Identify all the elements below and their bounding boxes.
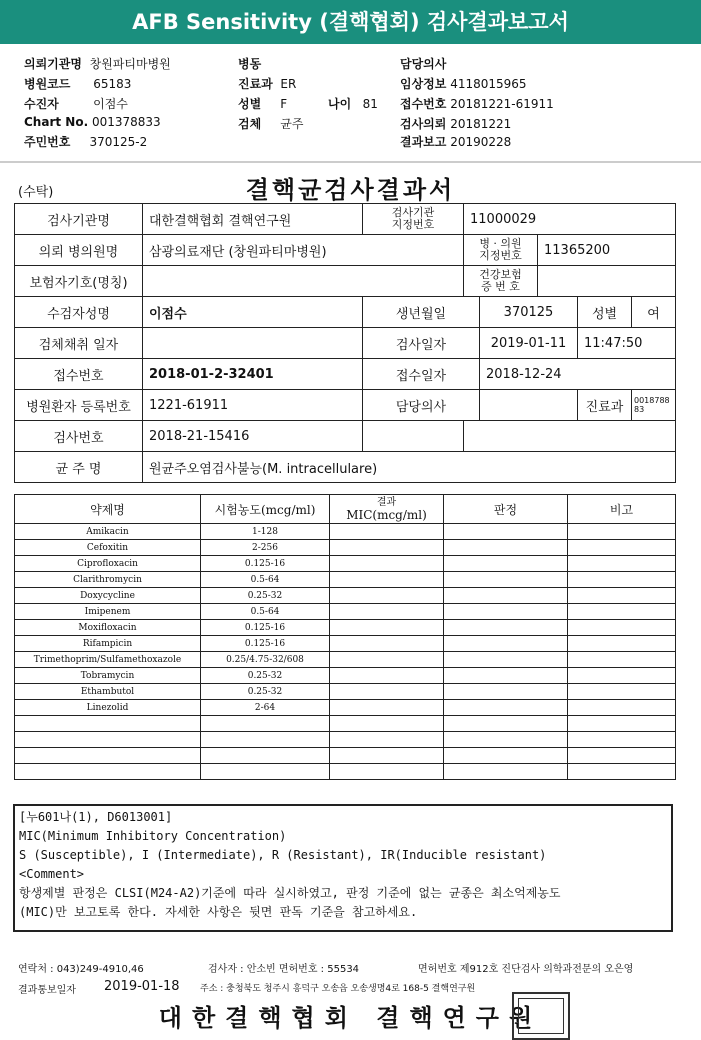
comment-line: 항생제별 판정은 CLSI(M24-A2)기준에 따라 실시하였고, 판정 기준에 없는 균종은 최소억제농도 bbox=[19, 886, 561, 900]
header-divider bbox=[0, 161, 701, 163]
table-cell: 검체채취 일자 bbox=[15, 328, 143, 359]
drug-concentration-cell bbox=[201, 764, 330, 780]
drug-interpretation-cell bbox=[444, 556, 568, 572]
drug-remarks-cell bbox=[568, 524, 676, 540]
table-cell: 수검자성명 bbox=[15, 297, 143, 328]
report-banner: AFB Sensitivity (결핵협회) 검사결과보고서 bbox=[0, 0, 701, 44]
drug-concentration-cell: 0.25-32 bbox=[201, 588, 330, 604]
table-row bbox=[15, 235, 676, 266]
drug-mic-cell bbox=[330, 604, 444, 620]
drug-remarks-cell bbox=[568, 700, 676, 716]
table-cell: 2018-01-2-32401 bbox=[143, 359, 363, 390]
table-row bbox=[15, 204, 676, 235]
header-cell-remarks: 비고 bbox=[568, 495, 676, 524]
drug-name-cell: Cefoxitin bbox=[15, 540, 201, 556]
drug-name-cell: Moxifloxacin bbox=[15, 620, 201, 636]
table-cell: 병원환자 등록번호 bbox=[15, 390, 143, 421]
license-text: 면허번호 제912호 진단검사 의학과전문의 오은영 bbox=[418, 964, 634, 975]
table-cell: 2018-21-15416 bbox=[143, 421, 363, 452]
drug-concentration-cell: 1-128 bbox=[201, 524, 330, 540]
comment-line: <Comment> bbox=[19, 867, 85, 881]
drug-remarks-cell bbox=[568, 620, 676, 636]
drug-mic-cell bbox=[330, 588, 444, 604]
drug-remarks-cell bbox=[568, 652, 676, 668]
drug-concentration-cell: 0.5-64 bbox=[201, 572, 330, 588]
drug-concentration-cell: 0.125-16 bbox=[201, 636, 330, 652]
table-cell: 검사기관명 bbox=[15, 204, 143, 235]
hospital-code-field: 병원코드 65183 bbox=[24, 77, 132, 91]
drug-mic-cell bbox=[330, 668, 444, 684]
drug-name-cell bbox=[15, 716, 201, 732]
header-cell-drug: 약제명 bbox=[15, 495, 201, 524]
table-cell: 2019-01-11 bbox=[480, 328, 578, 359]
specimen-field: 검체 균주 bbox=[238, 117, 304, 131]
comment-line: [누601나(1), D6013001] bbox=[19, 810, 173, 824]
table-row bbox=[15, 390, 676, 421]
table-row bbox=[15, 266, 676, 297]
drug-mic-cell bbox=[330, 556, 444, 572]
drug-interpretation-cell bbox=[444, 764, 568, 780]
drug-mic-cell bbox=[330, 524, 444, 540]
age-field: 나이 81 bbox=[328, 97, 378, 111]
hospital-name-field: 의뢰기관명 창원파티마병원 bbox=[24, 57, 171, 71]
drug-remarks-cell bbox=[568, 764, 676, 780]
drug-interpretation-cell bbox=[444, 524, 568, 540]
comment-box bbox=[13, 804, 673, 932]
table-row bbox=[15, 452, 676, 483]
drug-mic-cell bbox=[330, 700, 444, 716]
drug-remarks-cell bbox=[568, 588, 676, 604]
table-cell: 균 주 명 bbox=[15, 452, 143, 483]
report-info-table bbox=[14, 203, 676, 483]
drug-mic-cell bbox=[330, 572, 444, 588]
drug-remarks-cell bbox=[568, 636, 676, 652]
drug-remarks-cell bbox=[568, 748, 676, 764]
drug-concentration-cell: 2-256 bbox=[201, 540, 330, 556]
consignment-tag: (수탁) bbox=[18, 185, 54, 200]
drug-concentration-cell bbox=[201, 748, 330, 764]
drug-row bbox=[15, 764, 676, 780]
table-cell: 건강보험 증 번 호 bbox=[464, 266, 538, 297]
drug-mic-cell bbox=[330, 540, 444, 556]
drug-name-cell bbox=[15, 764, 201, 780]
header-cell-mic: 결과 MIC(mcg/ml) bbox=[330, 495, 444, 524]
drug-remarks-cell bbox=[568, 716, 676, 732]
drug-mic-cell bbox=[330, 732, 444, 748]
table-cell: 검사일자 bbox=[363, 328, 480, 359]
drug-name-cell: Amikacin bbox=[15, 524, 201, 540]
institution-signature: 대한결핵협회 결핵연구원 bbox=[158, 1003, 543, 1032]
table-cell: 담당의사 bbox=[363, 390, 480, 421]
table-cell: 병 · 의원 지정번호 bbox=[464, 235, 538, 266]
comment-line: S (Susceptible), I (Intermediate), R (Resistant), IR(Inducible resistant) bbox=[19, 848, 547, 862]
table-cell: 삼광의료재단 (창원파티마병원) bbox=[143, 235, 464, 266]
drug-interpretation-cell bbox=[444, 748, 568, 764]
drug-remarks-cell bbox=[568, 604, 676, 620]
drug-interpretation-cell bbox=[444, 668, 568, 684]
drug-concentration-cell: 0.125-16 bbox=[201, 620, 330, 636]
drug-concentration-cell: 0.25-32 bbox=[201, 668, 330, 684]
drug-remarks-cell bbox=[568, 684, 676, 700]
sex-field: 성별 F bbox=[238, 97, 288, 111]
report-date-field: 결과보고 20190228 bbox=[400, 135, 512, 149]
drug-name-cell: Linezolid bbox=[15, 700, 201, 716]
table-cell bbox=[143, 266, 464, 297]
drug-rows bbox=[15, 524, 676, 780]
drug-interpretation-cell bbox=[444, 588, 568, 604]
drug-row bbox=[15, 524, 676, 540]
drug-mic-cell bbox=[330, 716, 444, 732]
address-text: 주소 : 충청북도 청주시 흥덕구 오송읍 오송생명4로 168-5 결핵연구원 bbox=[200, 984, 476, 994]
drug-concentration-cell: 0.25-32 bbox=[201, 684, 330, 700]
drug-remarks-cell bbox=[568, 572, 676, 588]
drug-remarks-cell bbox=[568, 540, 676, 556]
drug-interpretation-cell bbox=[444, 652, 568, 668]
drug-name-cell: Clarithromycin bbox=[15, 572, 201, 588]
drug-row bbox=[15, 588, 676, 604]
request-date-field: 검사의뢰 20181221 bbox=[400, 117, 512, 131]
drug-interpretation-cell bbox=[444, 636, 568, 652]
receipt-no-field: 접수번호 20181221-61911 bbox=[400, 97, 554, 111]
drug-row bbox=[15, 620, 676, 636]
drug-row bbox=[15, 556, 676, 572]
drug-interpretation-cell bbox=[444, 572, 568, 588]
table-cell bbox=[363, 421, 464, 452]
comment-line: (MIC)만 보고토록 한다. 자세한 사항은 뒷면 판독 기준을 참고하세요. bbox=[19, 905, 418, 919]
table-cell bbox=[143, 328, 363, 359]
drug-interpretation-cell bbox=[444, 540, 568, 556]
drug-sensitivity-table bbox=[14, 494, 676, 780]
resident-no-field: 주민번호 370125-2 bbox=[24, 135, 148, 149]
table-cell bbox=[480, 390, 578, 421]
drug-interpretation-cell bbox=[444, 700, 568, 716]
drug-interpretation-cell bbox=[444, 716, 568, 732]
drug-name-cell: Tobramycin bbox=[15, 668, 201, 684]
drug-row bbox=[15, 604, 676, 620]
table-cell: 생년월일 bbox=[363, 297, 480, 328]
notify-date: 2019-01-18 bbox=[104, 979, 180, 994]
table-cell: 11:47:50 bbox=[578, 328, 676, 359]
drug-concentration-cell bbox=[201, 732, 330, 748]
drug-name-cell: Doxycycline bbox=[15, 588, 201, 604]
table-row bbox=[15, 421, 676, 452]
report-title: 결핵균검사결과서 bbox=[245, 175, 456, 204]
table-cell: 11365200 bbox=[538, 235, 676, 266]
table-cell: 의뢰 병의원명 bbox=[15, 235, 143, 266]
drug-concentration-cell: 0.125-16 bbox=[201, 556, 330, 572]
drug-mic-cell bbox=[330, 684, 444, 700]
table-row bbox=[15, 297, 676, 328]
table-cell: 접수번호 bbox=[15, 359, 143, 390]
drug-remarks-cell bbox=[568, 556, 676, 572]
table-row bbox=[15, 359, 676, 390]
contact-text: 연락처 : 043)249-4910,46 bbox=[18, 964, 144, 975]
table-cell: 2018-12-24 bbox=[480, 359, 676, 390]
table-cell: 이점수 bbox=[143, 297, 363, 328]
drug-remarks-cell bbox=[568, 668, 676, 684]
drug-name-cell: Imipenem bbox=[15, 604, 201, 620]
drug-row bbox=[15, 732, 676, 748]
drug-mic-cell bbox=[330, 652, 444, 668]
table-cell: 001878883 bbox=[632, 390, 676, 421]
drug-name-cell: Trimethoprim/Sulfamethoxazole bbox=[15, 652, 201, 668]
drug-interpretation-cell bbox=[444, 604, 568, 620]
drug-name-cell bbox=[15, 748, 201, 764]
drug-concentration-cell: 0.25/4.75-32/608 bbox=[201, 652, 330, 668]
drug-remarks-cell bbox=[568, 732, 676, 748]
drug-row bbox=[15, 716, 676, 732]
notify-label: 결과통보일자 bbox=[18, 985, 76, 996]
table-cell: 검사기관 지정번호 bbox=[363, 204, 464, 235]
drug-concentration-cell: 2-64 bbox=[201, 700, 330, 716]
doctor-field: 담당의사 bbox=[400, 57, 447, 71]
department-field: 진료과 ER bbox=[238, 77, 297, 91]
clinical-info-field: 임상정보 4118015965 bbox=[400, 77, 527, 91]
drug-name-cell: Ethambutol bbox=[15, 684, 201, 700]
drug-mic-cell bbox=[330, 748, 444, 764]
official-seal-icon bbox=[512, 992, 570, 1040]
drug-name-cell: Rifampicin bbox=[15, 636, 201, 652]
drug-row bbox=[15, 684, 676, 700]
drug-interpretation-cell bbox=[444, 684, 568, 700]
table-cell: 진료과 bbox=[578, 390, 632, 421]
header-cell-interpretation: 판정 bbox=[444, 495, 568, 524]
table-cell: 원균주오염검사불능(M. intracellulare) bbox=[143, 452, 676, 483]
table-cell: 성별 bbox=[578, 297, 632, 328]
drug-mic-cell bbox=[330, 764, 444, 780]
drug-mic-cell bbox=[330, 620, 444, 636]
drug-interpretation-cell bbox=[444, 620, 568, 636]
drug-row bbox=[15, 748, 676, 764]
drug-row bbox=[15, 700, 676, 716]
table-cell: 대한결핵협회 결핵연구원 bbox=[143, 204, 363, 235]
table-cell: 보험자기호(명칭) bbox=[15, 266, 143, 297]
drug-row bbox=[15, 636, 676, 652]
examiner-text: 검사자 : 안소빈 면허번호 : 55534 bbox=[208, 964, 360, 975]
table-cell: 검사번호 bbox=[15, 421, 143, 452]
table-cell: 여 bbox=[632, 297, 676, 328]
chart-no-field: Chart No. 001378833 bbox=[24, 115, 161, 129]
table-cell: 접수일자 bbox=[363, 359, 480, 390]
drug-interpretation-cell bbox=[444, 732, 568, 748]
drug-row bbox=[15, 652, 676, 668]
drug-concentration-cell: 0.5-64 bbox=[201, 604, 330, 620]
drug-name-cell: Ciprofloxacin bbox=[15, 556, 201, 572]
table-cell bbox=[538, 266, 676, 297]
header-cell-concentration: 시험농도(mcg/ml) bbox=[201, 495, 330, 524]
ward-field: 병동 bbox=[238, 57, 262, 71]
table-cell: 370125 bbox=[480, 297, 578, 328]
drug-row bbox=[15, 540, 676, 556]
table-header-row bbox=[15, 495, 676, 524]
table-cell bbox=[464, 421, 676, 452]
table-cell: 1221-61911 bbox=[143, 390, 363, 421]
drug-name-cell bbox=[15, 732, 201, 748]
comment-line: MIC(Minimum Inhibitory Concentration) bbox=[19, 829, 287, 843]
drug-row bbox=[15, 668, 676, 684]
drug-row bbox=[15, 572, 676, 588]
drug-concentration-cell bbox=[201, 716, 330, 732]
drug-mic-cell bbox=[330, 636, 444, 652]
patient-name-field: 수진자 이점수 bbox=[24, 97, 128, 111]
table-row bbox=[15, 328, 676, 359]
table-cell: 11000029 bbox=[464, 204, 676, 235]
